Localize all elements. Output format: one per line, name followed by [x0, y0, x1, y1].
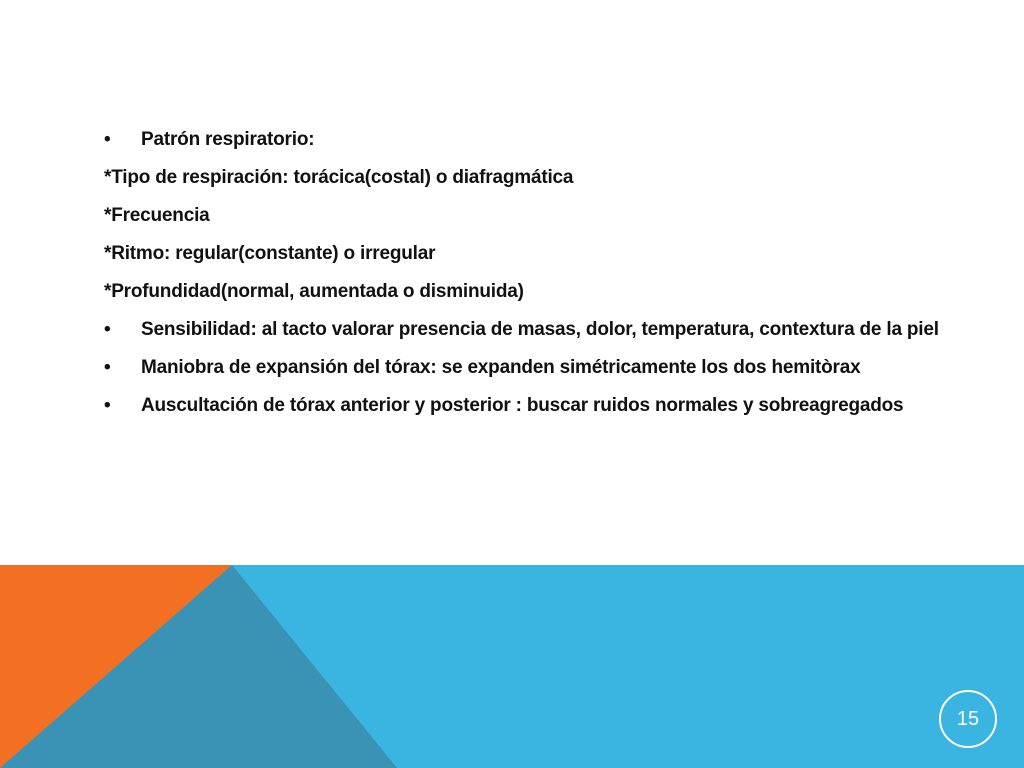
body-line: *Ritmo: regular(constante) o irregular: [104, 243, 436, 264]
bullet-item: [104, 318, 944, 342]
bullet-item: [104, 394, 944, 418]
body-line: *Profundidad(normal, aumentada o disminuida): [104, 281, 524, 302]
bullet-marker: •: [104, 129, 111, 150]
body-line: *Tipo de respiración: torácica(costal) o diafragmática: [104, 167, 574, 188]
bullet-marker: •: [104, 395, 111, 416]
bullet-text: Auscultación de tórax anterior y posterior : buscar ruidos normales y sobreagregados: [141, 395, 904, 416]
bullet-text: Patrón respiratorio:: [141, 129, 315, 150]
page-number-badge: 15: [939, 690, 997, 748]
bullet-marker: •: [104, 319, 111, 340]
slide-body: [104, 128, 944, 432]
body-line: *Frecuencia: [104, 205, 210, 226]
decorative-footer-band: [0, 565, 1024, 768]
bullet-item: [104, 356, 944, 380]
bullet-item: [104, 128, 944, 152]
bullet-text: Maniobra de expansión del tórax: se expanden simétricamente los dos hemitòrax: [141, 357, 861, 378]
bullet-text: Sensibilidad: al tacto valorar presencia de masas, dolor, temperatura, contextura de la piel: [141, 319, 939, 340]
bullet-marker: •: [104, 357, 111, 378]
